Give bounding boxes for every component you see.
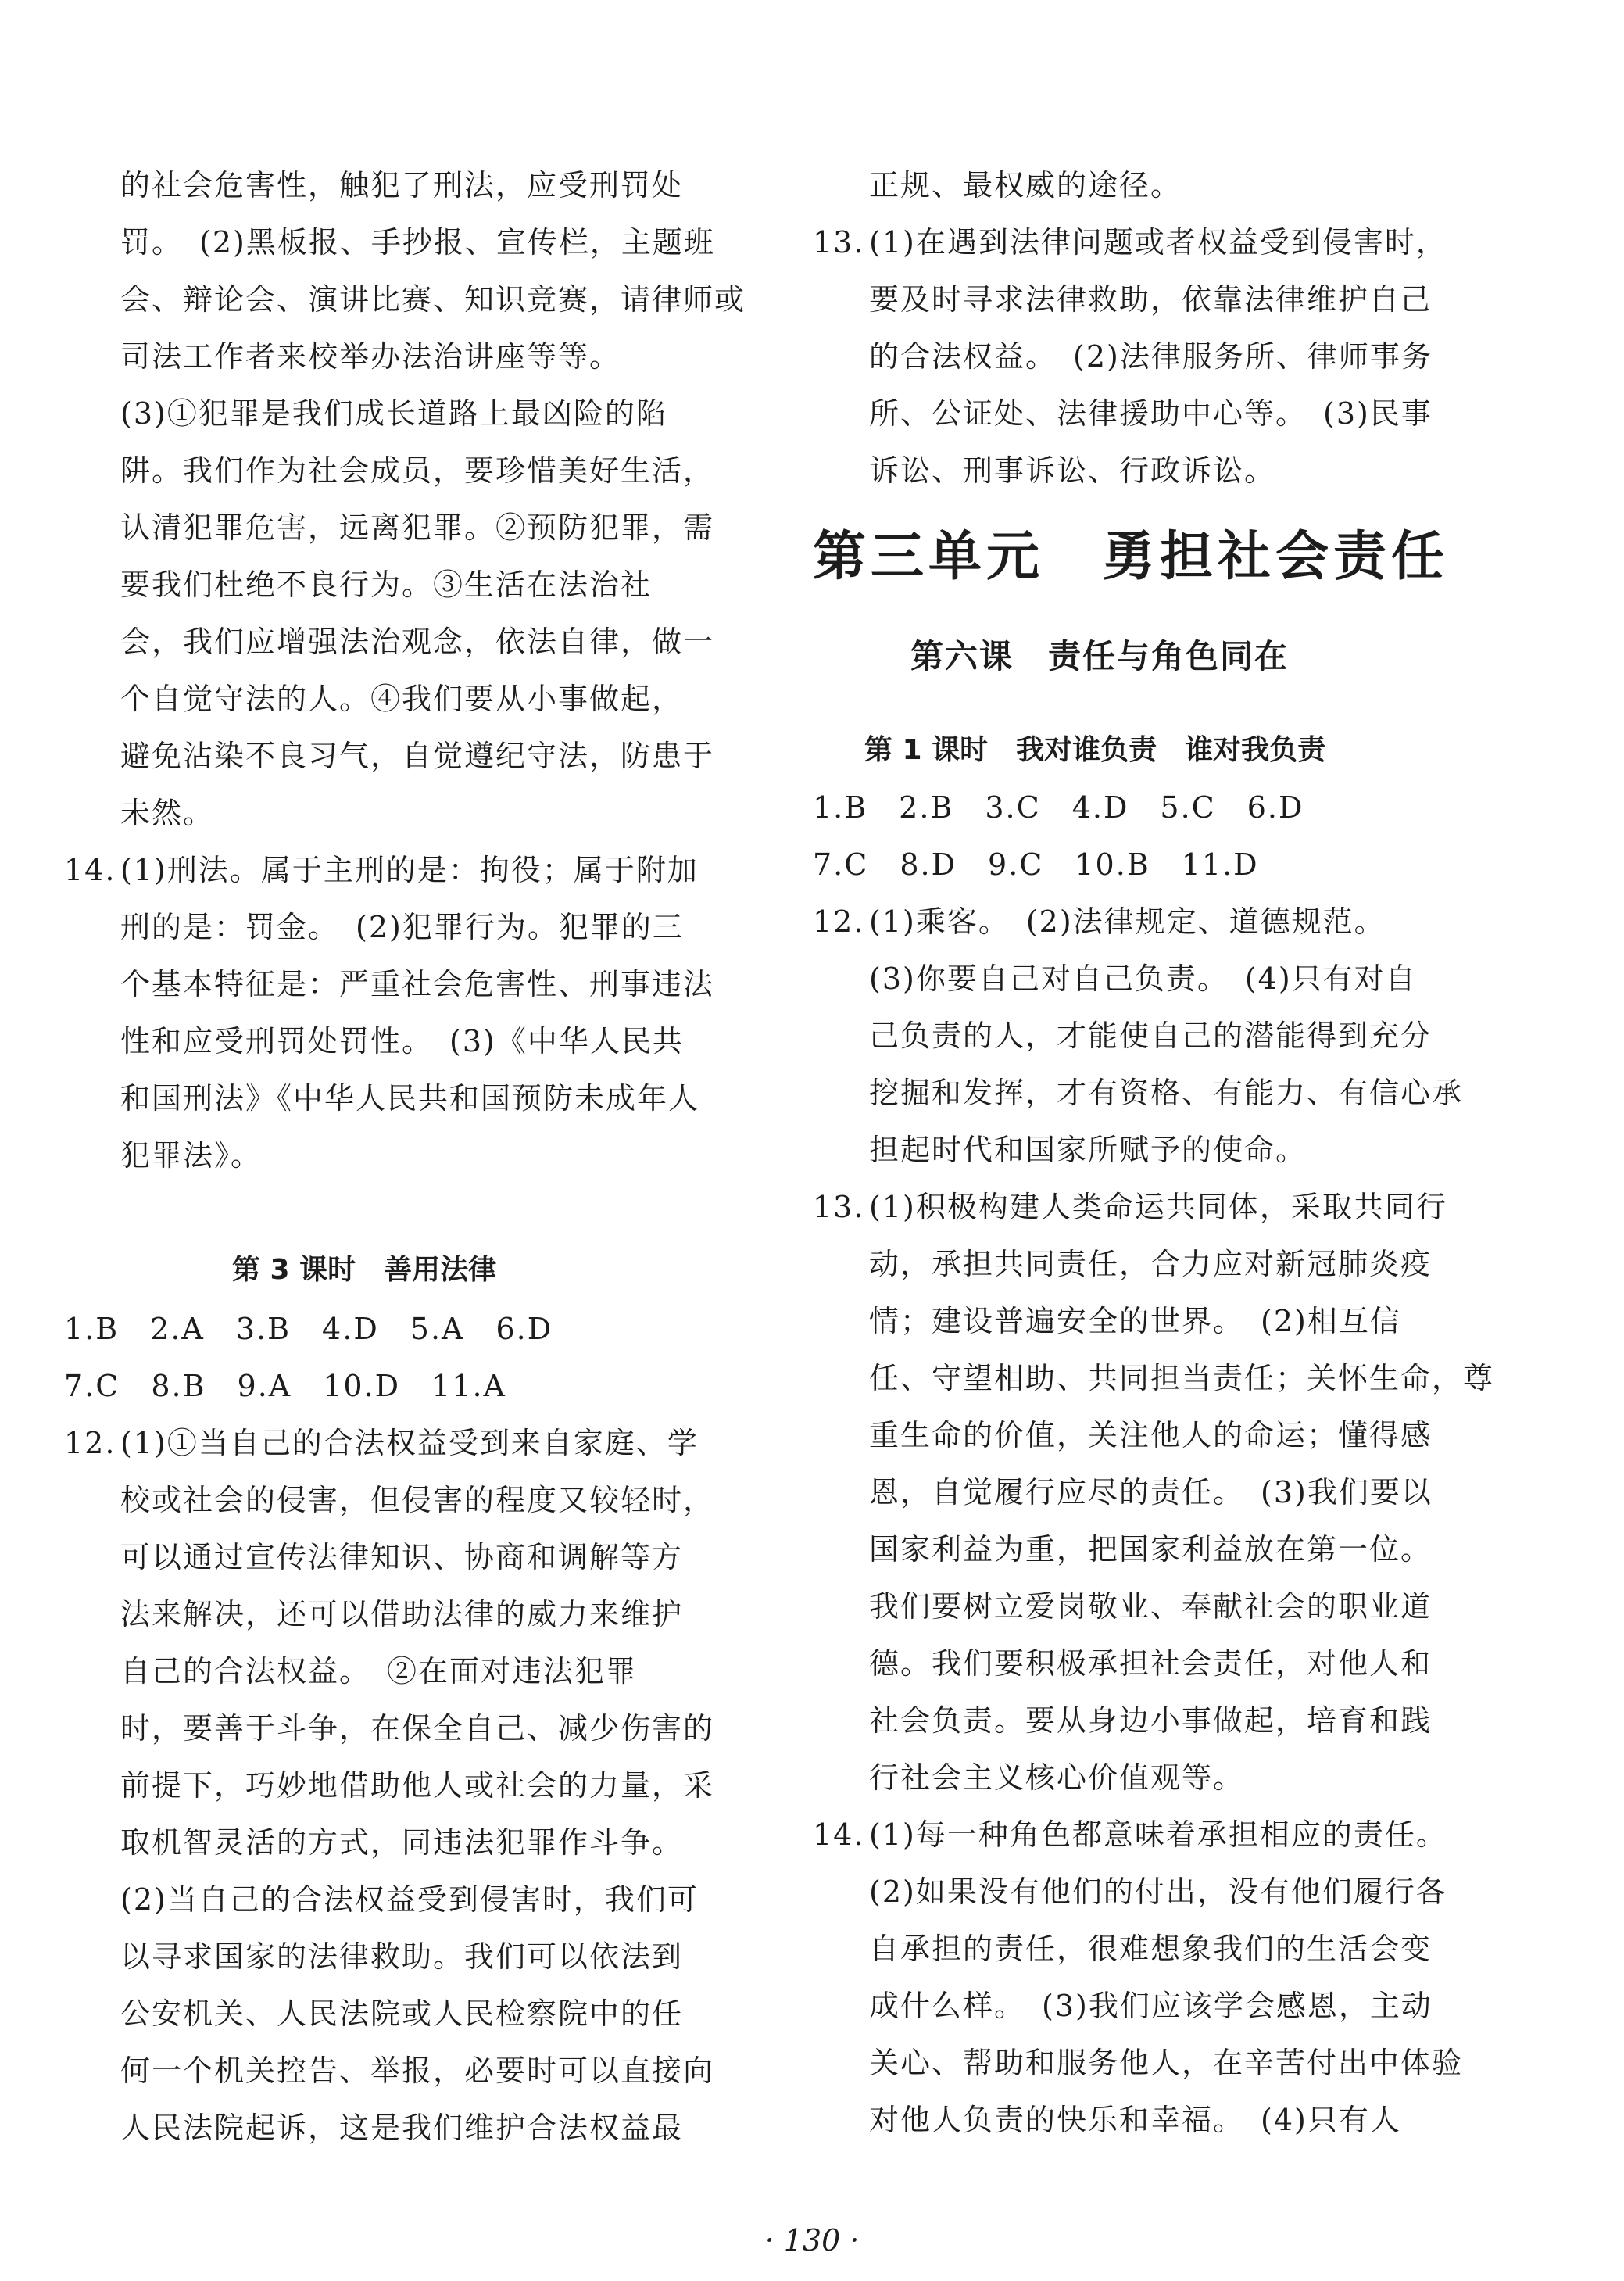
- text-line: 个基本特征是：严重社会危害性、刑事违法: [120, 967, 715, 1001]
- text-line: 任、守望相助、共同担当责任；关怀生命，尊: [869, 1361, 1495, 1395]
- text-line: 的社会危害性，触犯了刑法，应受刑罚处: [120, 168, 684, 202]
- text-line: 犯罪法》。: [120, 1138, 263, 1173]
- text-line: 自承担的责任，很难想象我们的生活会变: [869, 1932, 1433, 1966]
- text-line: 性和应受刑罚处罚性。 (3)《中华人民共: [120, 1024, 684, 1058]
- text-line: 诉讼、刑事诉讼、行政诉讼。: [869, 453, 1276, 488]
- text-line: 公安机关、人民法院或人民检察院中的任: [120, 1996, 684, 2031]
- text-line: 阱。我们作为社会成员，要珍惜美好生活，: [120, 453, 715, 488]
- text-line: 何一个机关控告、举报，必要时可以直接向: [120, 2054, 715, 2088]
- text-line: 要及时寻求法律救助，依靠法律维护自己: [869, 282, 1433, 317]
- text-line: 情；建设普遍安全的世界。 (2)相互信: [869, 1304, 1401, 1338]
- text-line: 认清犯罪危害，远离犯罪。②预防犯罪，需: [120, 510, 715, 545]
- answer-row: 7.C 8.D 9.C 10.B 11.D: [813, 847, 1259, 882]
- text-line: 法来解决，还可以借助法律的威力来维护: [120, 1597, 684, 1631]
- text-line: 罚。 (2)黑板报、手抄报、宣传栏，主题班: [120, 225, 715, 260]
- text-line: 刑的是：罚金。 (2)犯罪行为。犯罪的三: [120, 910, 684, 944]
- text-line: 对他人负责的快乐和幸福。 (4)只有人: [869, 2103, 1401, 2137]
- question-12-number: 12.: [64, 1426, 116, 1460]
- text-line: (1)刑法。属于主刑的是：拘役；属于附加: [120, 853, 699, 887]
- text-line: (3)你要自己对自己负责。 (4)只有对自: [869, 961, 1417, 996]
- unit-title: 第三单元 勇担社会责任: [813, 525, 1450, 588]
- text-line: 的合法权益。 (2)法律服务所、律师事务: [869, 339, 1433, 374]
- text-line: 要我们杜绝不良行为。③生活在法治社: [120, 568, 653, 602]
- text-line: (1)每一种角色都意味着承担相应的责任。: [869, 1817, 1447, 1852]
- text-line: 德。我们要积极承担社会责任，对他人和: [869, 1646, 1433, 1681]
- text-line: 自己的合法权益。 ②在面对违法犯罪: [120, 1654, 638, 1688]
- text-line: (1)在遇到法律问题或者权益受到侵害时，: [869, 225, 1447, 260]
- text-line: (1)①当自己的合法权益受到来自家庭、学: [120, 1426, 699, 1460]
- text-line: (2)如果没有他们的付出，没有他们履行各: [869, 1875, 1447, 1909]
- text-line: 担起时代和国家所赋予的使命。: [869, 1133, 1307, 1167]
- text-line: 个自觉守法的人。④我们要从小事做起，: [120, 682, 684, 716]
- text-line: 会，我们应增强法治观念，依法自律，做一: [120, 625, 715, 659]
- text-line: (3)①犯罪是我们成长道路上最凶险的陷: [120, 396, 667, 431]
- text-line: 动，承担共同责任，合力应对新冠肺炎疫: [869, 1247, 1433, 1281]
- page-number: · 130 ·: [764, 2223, 860, 2258]
- question-14-number: 14.: [64, 853, 116, 887]
- text-line: 国家利益为重，把国家利益放在第一位。: [869, 1532, 1433, 1567]
- text-line: 会、辩论会、演讲比赛、知识竞赛，请律师或: [120, 282, 746, 317]
- text-line: 重生命的价值，关注他人的命运；懂得感: [869, 1418, 1433, 1452]
- question-12-number: 12.: [813, 904, 865, 939]
- text-line: 和国刑法》《中华人民共和国预防未成年人: [120, 1081, 700, 1115]
- text-line: 未然。: [120, 796, 215, 830]
- text-line: (1)积极构建人类命运共同体，采取共同行: [869, 1190, 1447, 1224]
- text-line: 取机智灵活的方式，同违法犯罪作斗争。: [120, 1825, 684, 1860]
- text-line: 关心、帮助和服务他人，在辛苦付出中体验: [869, 2046, 1464, 2080]
- text-line: 可以通过宣传法律知识、协商和调解等方: [120, 1540, 684, 1574]
- question-13-number: 13.: [813, 1190, 865, 1224]
- text-line: 所、公证处、法律援助中心等。 (3)民事: [869, 396, 1433, 431]
- text-line: 社会负责。要从身边小事做起，培育和践: [869, 1703, 1433, 1738]
- text-line: 我们要树立爱岗敬业、奉献社会的职业道: [869, 1589, 1433, 1624]
- text-line: 挖掘和发挥，才有资格、有能力、有信心承: [869, 1076, 1464, 1110]
- question-13-number: 13.: [813, 225, 865, 260]
- text-line: (2)当自己的合法权益受到侵害时，我们可: [120, 1882, 699, 1917]
- text-line: 正规、最权威的途径。: [869, 168, 1182, 202]
- answer-row: 7.C 8.B 9.A 10.D 11.A: [64, 1369, 506, 1403]
- text-line: 前提下，巧妙地借助他人或社会的力量，采: [120, 1768, 715, 1803]
- text-line: 避免沾染不良习气，自觉遵纪守法，防患于: [120, 739, 715, 773]
- text-line: 恩，自觉履行应尽的责任。 (3)我们要以: [869, 1475, 1433, 1509]
- question-14-number: 14.: [813, 1817, 865, 1852]
- answer-row: 1.B 2.A 3.B 4.D 5.A 6.D: [64, 1312, 553, 1346]
- text-line: 校或社会的侵害，但侵害的程度又较轻时，: [120, 1483, 715, 1517]
- lesson-3-heading: 第 3 课时 善用法律: [232, 1254, 497, 1286]
- text-line: 人民法院起诉，这是我们维护合法权益最: [120, 2111, 684, 2145]
- text-line: 行社会主义核心价值观等。: [869, 1760, 1245, 1795]
- text-line: (1)乘客。 (2)法律规定、道德规范。: [869, 904, 1386, 939]
- text-line: 成什么样。 (3)我们应该学会感恩，主动: [869, 1989, 1433, 2023]
- text-line: 己负责的人，才能使自己的潜能得到充分: [869, 1019, 1433, 1053]
- text-line: 司法工作者来校举办法治讲座等等。: [120, 339, 621, 374]
- answer-row: 1.B 2.B 3.C 4.D 5.C 6.D: [813, 790, 1304, 825]
- text-line: 时，要善于斗争，在保全自己、减少伤害的: [120, 1711, 715, 1746]
- lesson-title: 第六课 责任与角色同在: [910, 637, 1290, 675]
- text-line: 以寻求国家的法律救助。我们可以依法到: [120, 1939, 684, 1974]
- period-title: 第 1 课时 我对谁负责 谁对我负责: [864, 734, 1326, 766]
